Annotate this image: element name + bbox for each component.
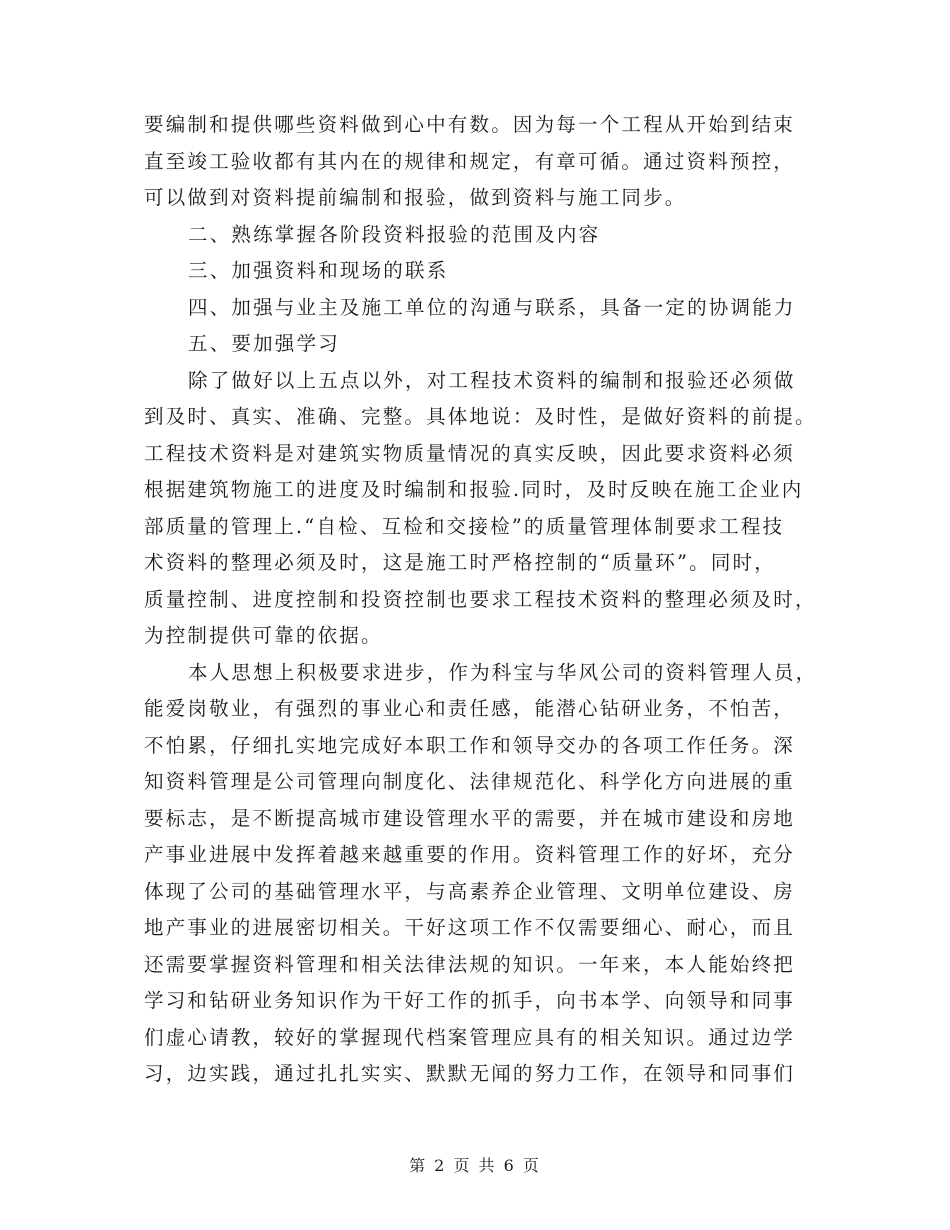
text-line: 本人思想上积极要求进步，作为科宝与华风公司的资料管理人员， [188, 660, 818, 684]
text-line: 学习和钻研业务知识作为干好工作的抓手，向书本学、向领导和同事 [144, 989, 796, 1012]
text-line: 工程技术资料是对建筑实物质量情况的真实反映，因此要求资料必须 [144, 441, 796, 465]
text-line: 产事业进展中发挥着越来越重要的作用。资料管理工作的好坏，充分 [144, 843, 796, 866]
text-line: 为控制提供可靠的依据。 [144, 624, 383, 647]
text-line: 除了做好以上五点以外，对工程技术资料的编制和报验还必须做 [188, 368, 796, 392]
section-heading: 四、加强与业主及施工单位的沟通与联系，具备一定的协调能力 [188, 295, 796, 319]
text-line: 体现了公司的基础管理水平，与高素养企业管理、文明单位建设、房 [144, 879, 796, 903]
text-line: 地产事业的进展密切相关。干好这项工作不仅需要细心、耐心，而且 [144, 916, 796, 939]
section-heading: 五、要加强学习 [188, 332, 340, 355]
text-line: 们虚心请教，较好的掌握现代档案管理应具有的相关知识。通过边学 [144, 1025, 796, 1049]
page-number-footer: 第 2 页 共 6 页 [409, 1156, 541, 1175]
body-text [144, 107, 818, 1093]
section-heading: 三、加强资料和现场的联系 [188, 259, 449, 282]
text-line: 到及时、真实、准确、完整。具体地说：及时性，是做好资料的前提。 [144, 405, 817, 428]
text-line: 质量控制、进度控制和投资控制也要求工程技术资料的整理必须及时， [144, 587, 817, 611]
text-line: 不怕累，仔细扎实地完成好本职工作和领导交办的各项工作任务。深 [144, 733, 796, 757]
text-line: 要编制和提供哪些资料做到心中有数。因为每一个工程从开始到结束 [144, 113, 796, 136]
text-line: 要标志，是不断提高城市建设管理水平的需要，并在城市建设和房地 [144, 806, 796, 830]
text-line: 术资料的整理必须及时，这是施工时严格控制的“质量环”。同时， [144, 551, 776, 574]
text-line: 根据建筑物施工的进度及时编制和报验.同时，及时反映在施工企业内 [144, 478, 804, 501]
text-line: 部质量的管理上.“自检、互检和交接检”的质量管理体制要求工程技 [144, 514, 785, 538]
text-line: 可以做到对资料提前编制和报验，做到资料与施工同步。 [144, 186, 687, 209]
text-line: 知资料管理是公司管理向制度化、法律规范化、科学化方向进展的重 [144, 770, 796, 793]
text-line: 能爱岗敬业，有强烈的事业心和责任感，能潜心钻研业务，不怕苦， [144, 697, 796, 720]
section-heading: 二、熟练掌握各阶段资料报验的范围及内容 [188, 222, 601, 246]
text-line: 还需要掌握资料管理和相关法律法规的知识。一年来，本人能始终把 [144, 952, 796, 976]
text-line: 直至竣工验收都有其内在的规律和规定，有章可循。通过资料预控， [144, 149, 796, 173]
text-line: 习，边实践，通过扎扎实实、默默无闻的努力工作，在领导和同事们 [144, 1062, 796, 1085]
